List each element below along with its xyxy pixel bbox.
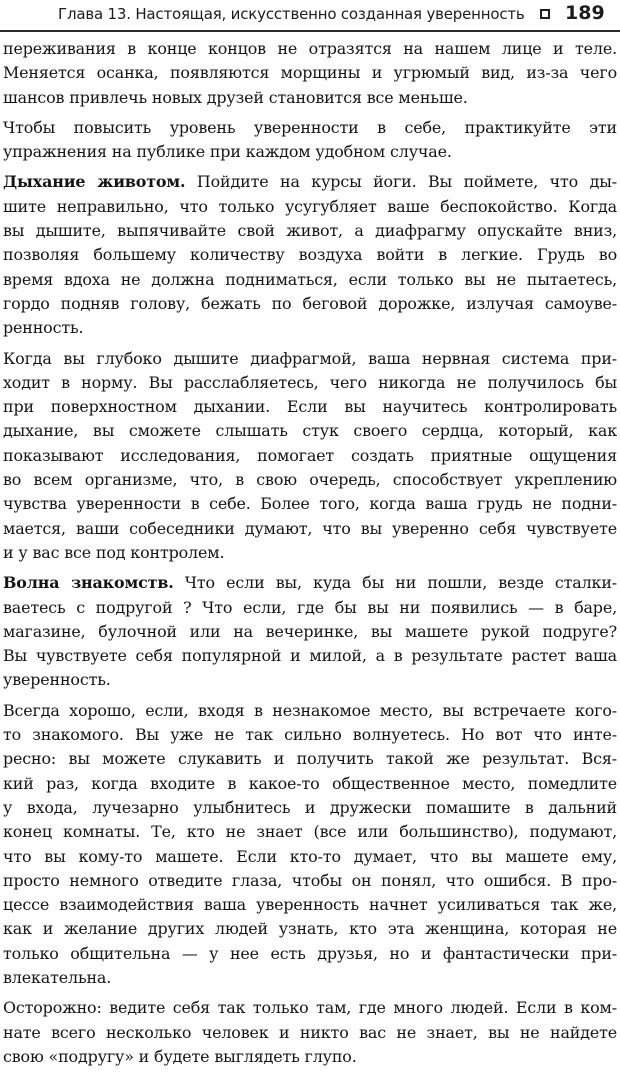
text-line: переживания в конце концов не отразятся на нашем лице и теле. bbox=[3, 39, 617, 58]
paragraph-lead-in: Волна знакомств. bbox=[3, 573, 174, 593]
text-line: как и желание других людей узнать, кто эта женщина, которая не bbox=[3, 919, 617, 939]
text-line: ренность. bbox=[3, 318, 84, 338]
text-line: Осторожно: ведите себя так только там, где много людей. Если в ком- bbox=[3, 998, 617, 1018]
text-line: позволяя большему количеству воздуха войти в легкие. Грудь во bbox=[3, 245, 617, 265]
square-bullet-icon bbox=[540, 9, 550, 19]
text-line: Когда вы глубоко дышите диафрагмой, ваша нервная система при- bbox=[3, 348, 617, 368]
text-line: ходит в норму. Вы расслабляетесь, чего никогда не получилось бы bbox=[3, 372, 617, 392]
paragraph-lead-in: Дыхание животом. bbox=[3, 172, 186, 192]
chapter-title: Глава 13. Настоящая, искусственно созданная уверенность bbox=[58, 5, 525, 23]
text-line: время вдоха не должна подниматься, если только вы не пытаетесь, bbox=[3, 269, 617, 289]
text-line: влекательна. bbox=[3, 967, 112, 987]
text-line: показывают исследования, помогает создать приятные ощущения bbox=[3, 445, 617, 465]
text-line: Вы чувствуете себя популярной и милой, а в результате растет ваша bbox=[3, 646, 617, 666]
text-line: ваетесь с подругой ? Что если, где бы вы ни появились — в баре, bbox=[3, 597, 617, 617]
page-number: 189 bbox=[565, 2, 605, 24]
text-line: дыхание, вы сможете слышать стук своего сердца, который, как bbox=[3, 421, 617, 441]
text-line: упражнения на публике при каждом удобном случае. bbox=[3, 142, 452, 162]
text-line: только общительна — у нее есть друзья, но и фантастически при- bbox=[3, 943, 617, 963]
paragraph bbox=[3, 170, 617, 340]
text-line: Всегда хорошо, если, входя в незнакомое место, вы встречаете кого- bbox=[3, 700, 617, 720]
text-line bbox=[3, 571, 617, 595]
text-line: вы дышите, выпячивайте свой живот, а диафрагму опускайте вниз, bbox=[3, 221, 617, 241]
text-line: ресно: вы можете слукавить и получить такой же результат. Вся- bbox=[3, 749, 617, 769]
text-line: уверенность. bbox=[3, 670, 111, 690]
text-line: шите неправильно, что только усугубляет ваше беспокойство. Когда bbox=[3, 196, 617, 216]
paragraph bbox=[3, 996, 617, 1069]
text-line: свою «подругу» и будете выглядеть глупо. bbox=[3, 1046, 357, 1066]
text-line-content: Что если вы, куда бы ни пошли, везде сталки- bbox=[173, 573, 617, 593]
text-line: шансов привлечь новых друзей становится все меньше. bbox=[3, 87, 468, 107]
text-line: Меняется осанка, появляются морщины и угрюмый вид, из-за чего bbox=[3, 63, 617, 83]
text-line: у входа, лучезарно улыбнитесь и дружески помашите в дальний bbox=[3, 797, 617, 817]
paragraph bbox=[3, 699, 617, 991]
page-body bbox=[3, 37, 617, 1075]
paragraph bbox=[3, 571, 617, 692]
text-line: Чтобы повысить уровень уверенности в себе, практикуйте эти bbox=[3, 117, 617, 137]
text-line bbox=[3, 170, 617, 194]
text-line: чувства уверенности в себе. Более того, когда ваша грудь не подни- bbox=[3, 494, 617, 514]
text-line: мается, ваши собеседники думают, что вы уверенно себя чувствуете bbox=[3, 518, 617, 538]
paragraph bbox=[3, 347, 617, 566]
text-line: и у вас все под контролем. bbox=[3, 542, 225, 562]
text-line: то знакомого. Вы уже не так сильно волнуетесь. Но вот что инте- bbox=[3, 725, 617, 745]
text-line: цессе взаимодействия ваша уверенность начнет усиливаться так же, bbox=[3, 895, 617, 915]
text-line: кий раз, когда входите в какое-то общественное место, помедлите bbox=[3, 773, 617, 793]
paragraph bbox=[3, 37, 617, 110]
text-line: во всем организме, что, в свою очередь, способствует укреплению bbox=[3, 470, 617, 490]
paragraph bbox=[3, 116, 617, 165]
text-line: просто немного отведите глаза, чтобы он понял, что ошибся. В про- bbox=[3, 870, 617, 890]
text-line: нате всего несколько человек и никто вас не знает, вы не найдете bbox=[3, 1022, 617, 1042]
running-header bbox=[0, 0, 620, 32]
text-line: при поверхностном дыхании. Если вы научитесь контролировать bbox=[3, 397, 617, 417]
text-line: магазине, булочной или на вечеринке, вы машете рукой подруге? bbox=[3, 621, 617, 641]
text-line: гордо подняв голову, бежать по беговой дорожке, излучая самоуве- bbox=[3, 293, 617, 313]
text-line: конец комнаты. Те, кто не знает (все или большинство), подумают, bbox=[3, 822, 617, 842]
text-line-content: Пойдите на курсы йоги. Вы поймете, что ды- bbox=[185, 172, 617, 192]
text-line: что вы кому-то машете. Если кто-то думает, что вы машете ему, bbox=[3, 846, 617, 866]
